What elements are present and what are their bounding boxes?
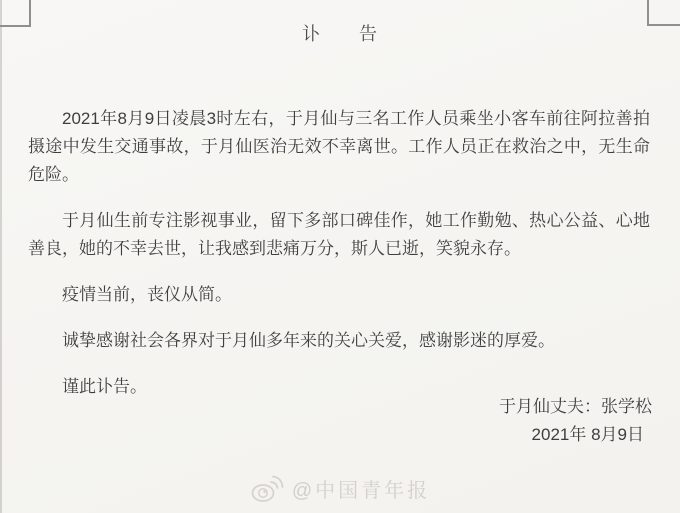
paragraph-thanks: 诚挚感谢社会各界对于月仙多年来的关心关爱，感谢影迷的厚爱。 xyxy=(62,331,555,350)
signature-name: 于月仙丈夫：张学松 xyxy=(499,397,652,416)
weibo-logo-icon xyxy=(250,472,284,504)
signature-date: 2021年 8月9日 xyxy=(531,425,644,444)
paragraph-tribute: 于月仙生前专注影视事业，留下多部口碑佳作，她工作勤勉、热心公益、心地善良，她的不幸去世，让我感到悲痛万分，斯人已逝，笑貌永存。 xyxy=(28,211,650,258)
watermark-handle: @中国青年报 xyxy=(291,479,431,502)
paragraph-closing: 谨此讣告。 xyxy=(62,377,147,396)
document-title: 讣 告 xyxy=(302,24,378,44)
document-body xyxy=(28,105,650,419)
signature-block xyxy=(0,393,652,449)
paragraph-funeral-arrangement: 疫情当前，丧仪从简。 xyxy=(62,285,232,304)
paragraph-accident-notice: 2021年8月9日凌晨3时左右，于月仙与三名工作人员乘坐小客车前往阿拉善拍摄途中发生交通事故，于月仙医治无效不幸离世。工作人员正在救治之中，无生命危险。 xyxy=(28,109,650,184)
weibo-watermark xyxy=(0,472,680,504)
